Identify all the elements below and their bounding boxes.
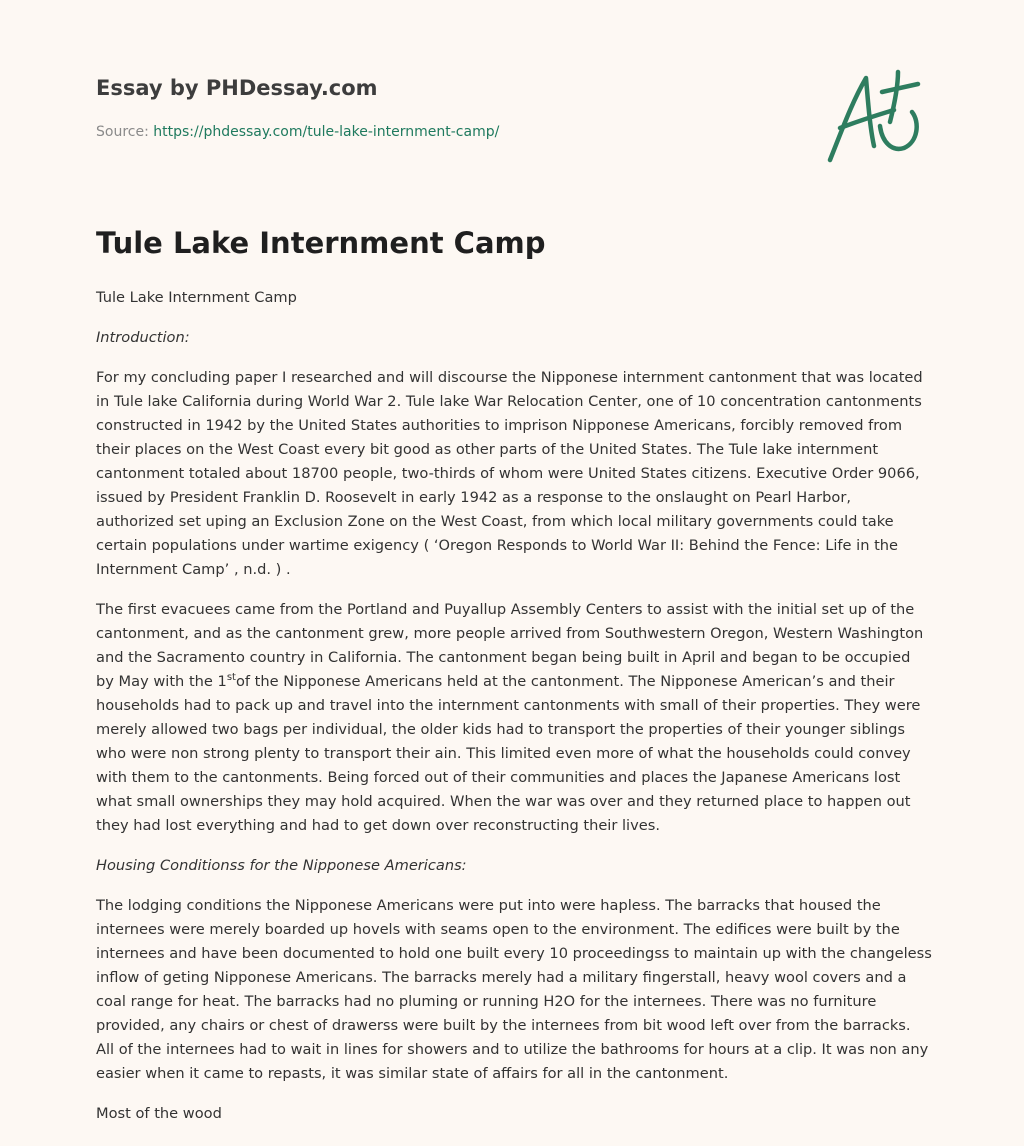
paragraph-3: The lodging conditions the Nipponese Americans were put into were hapless. The barracks that housed the internees were merely boarded up hovels with seams open to the environment. The edifices were built by the internees and have been documented to hold one built every 10 proceedingss to maintain up with the changeless inflow of geting Nipponese Americans. The barracks merely had a military fingerstall, heavy wool covers and a coal range for heat. The barracks had no pluming or running H2O for the internees. There was no furniture provided, any chairs or chest of drawerss were built by the internees from bit wood left over from the barracks. All of the internees had to wait in lines for showers and to utilize the bathrooms for hours at a clip. It was non any easier when it came to repasts, it was similar state of affairs for all in the cantonment. (96, 897, 932, 1082)
paragraph-1: For my concluding paper I researched and will discourse the Nipponese internment cantonment that was located in Tule lake California during World War 2. Tule lake War Relocation Center, one of 10 concentration cantonments constructed in 1942 by the United States authorities to imprison Nipponese Americans, forcibly removed from their places on the West Coast every bit good as other parts of the United States. The Tule lake internment cantonment totaled about 18700 people, two-thirds of whom were United States citizens. Executive Order 9066, issued by President Franklin D. Roosevelt in early 1942 as a response to the onslaught on Pearl Harbor, authorized set uping an Exclusion Zone on the West Coast, from which local military governments could take certain populations under wartime exigency ( ‘Oregon Responds to World War II: Behind the Fence: Life in the Internment Camp’ , n.d. ) . (96, 369, 923, 578)
site-brand: Essay by PHDessay.com (96, 76, 378, 100)
source-label: Source: (96, 124, 154, 140)
housing-heading: Housing Conditionss for the Nipponese Americans: (96, 857, 467, 874)
paragraph-4: Most of the wood (96, 1105, 222, 1122)
source-link[interactable]: https://phdessay.com/tule-lake-internment-camp/ (153, 124, 500, 140)
essay-body (96, 286, 932, 1142)
paragraph-2-part-b: of the Nipponese Americans held at the cantonment. The Nipponese American’s and their households had to pack up and travel into the internment cantonments with small of their properties. They were merely allowed two bags per individual, the older kids had to transport the properties of their younger siblings who were non strong plenty to transport their ain. This limited even more of what the households could convey with them to the cantonments. Being forced out of their communities and places the Japanese Americans lost what small ownerships they may hold acquired. When the war was over and they returned place to happen out they had lost everything and had to get down over reconstructing their lives. (96, 673, 921, 834)
introduction-heading: Introduction: (96, 329, 190, 346)
source-line (96, 124, 499, 140)
ordinal-superscript: st (226, 672, 236, 683)
paragraph-2-part-a: The first evacuees came from the Portland and Puyallup Assembly Centers to assist with the initial set up of the cantonment, and as the cantonment grew, more people arrived from Southwestern Oregon, Western Washington and the Sacramento country in California. The cantonment began being built in April and began to be occupied by May with the 1 (96, 601, 924, 690)
essay-subtitle: Tule Lake Internment Camp (96, 289, 297, 306)
a-plus-logo-icon (820, 66, 926, 166)
paragraph-2 (96, 598, 932, 838)
essay-title: Tule Lake Internment Camp (96, 226, 546, 260)
